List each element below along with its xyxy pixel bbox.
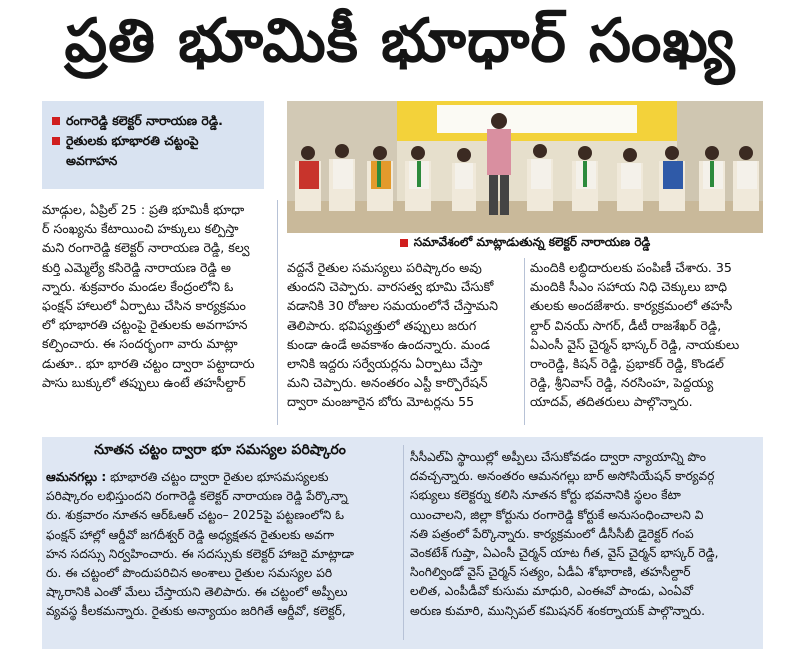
article-line: తుందని చెప్పారు. వారసత్వ భూమి చేసుకో (287, 279, 494, 295)
article-line: లో భూభారతి చట్టంపై రైతులకు అవగాహన (42, 317, 248, 333)
article2-subhead: నూతన చట్టం ద్వారా భూ సమస్యల పరిష్కారం (94, 441, 346, 458)
headline: ప్రతి భూమికీ భూధార్ సంఖ్య (64, 6, 736, 76)
summary-item-text: రైతులకు భూభారతి చట్టంపై అవగాహన (66, 133, 199, 168)
article-line: కుండా ఉండే అవకాశం ఉందన్నారు. మండ (287, 336, 490, 352)
summary-item-text: రంగారెడ్డి కలెక్టర్ నారాయణ రెడ్డి. (66, 113, 223, 128)
article-line: ఏఎంసీ వైస్ చైర్మన్ భాస్కర్ రెడ్డి, నాయకులు (530, 336, 740, 352)
article-line: హన సదస్సు నిర్వహించారు. ఈ సదస్సుకు కలెక్టర్ హాజరై మాట్లాడా (46, 546, 354, 561)
article-line: ఫంక్షన్ హాల్లో ఆర్డీవో జగదీశ్వర్ రెడ్డి అధ్యక్షతన రైతులకు అవగా (46, 527, 335, 542)
article-line: రు. ఈ చట్టంలో పొందుపరిచిన అంశాలు రైతుల సమస్యల పరి (46, 566, 333, 581)
article-line: వ్యవస్థ కీలకమన్నారు. రైతుకు అన్యాయం జరిగితే ఆర్డీవో, కలెక్టర్, (46, 604, 346, 619)
article-line: సభ్యులు కలెక్టర్ను కలిసి నూతన కోర్టు భవనానికి స్థలం కేటా (410, 488, 681, 503)
article-line: ర్ సంఖ్యను కేటాయించి హక్కులు కల్పిస్తా (42, 221, 239, 237)
article-line: రెడ్డి, శ్రీనివాస్ రెడ్డి, నరసింహ, పెద్దయ్య (530, 375, 714, 391)
meeting-photo-illustration (287, 101, 763, 233)
article-line: కల్పించారు. ఈ సందర్భంగా వారు మాట్లా (42, 336, 238, 352)
article2-column-2 (410, 448, 760, 621)
caption-text: సమావేశంలో మాట్లాడుతున్న కలెక్టర్ నారాయణ రెడ్డి (413, 234, 651, 249)
article1-column-1 (42, 200, 267, 392)
article-line: లానికి ఇద్దరు సర్వేయర్లను ఏర్పాటు చేస్తా (287, 356, 483, 372)
article-line: రాంరెడ్డి, కిషన్ రెడ్డి, ప్రభాకర్ రెడ్డి, కొండల్ (530, 356, 724, 372)
article1-column-3 (530, 258, 763, 412)
summary-item (52, 131, 254, 171)
article-line: న్నారు. శుక్రవారం మండల కేంద్రంలోని ఓ (42, 278, 234, 294)
article-line: మని చెప్పారు. అనంతరం ఎస్టీ కార్పొరేషన్ (287, 375, 488, 391)
article-line: మందికి సీఎం సహాయ నిధి చెక్కులు బాధి (530, 279, 728, 295)
article-line: మందికి లబ్ధిదారులకు పంపిణీ చేశారు. 35 (530, 260, 732, 275)
article-line: సింగిల్విండో వైస్ చైర్మన్ సత్యం, ఏడీఏ శోభారాణి, తహసీల్దార్ (410, 565, 691, 580)
article-line: మాడ్గుల, ఏప్రిల్ 25 : ప్రతి భూమికీ భూధా (42, 202, 245, 217)
bullet-icon (52, 137, 60, 145)
article1-column-2 (287, 258, 519, 412)
article-line: నతి పత్రంలో పేర్కొన్నారు. కార్యక్రమంలో డీసీసీబీ డైరెక్టర్ గంప (410, 526, 694, 541)
article-line: డుతూ.. భూ భారతి చట్టం ద్వారా పట్టాదారు (42, 355, 255, 371)
column-divider (524, 258, 525, 425)
article-line: లలిత, ఎంపీడీవో కుసుమ మాధురి, ఎంఈవో పాండు, ఎంఏవో (410, 584, 694, 599)
article-line: తులకు అందజేశారు. కార్యక్రమంలో తహసీ (530, 298, 733, 314)
column-divider (403, 445, 404, 640)
article-line-text: భూభారతి చట్టం ద్వారా రైతుల భూసమస్యలకు (106, 470, 329, 484)
article-line: రు. శుక్రవారం నూతన ఆర్ఓఆర్ చట్టం– 2025పై పట్టణంలోని ఓ (46, 508, 345, 523)
article-line: వడానికి 30 రోజుల సమయంలోనే చేస్తామని (287, 298, 498, 314)
article-line: సీసీఎల్ఏ స్థాయిల్లో అప్పీలు చేసుకోవడం ద్వారా న్యాయాన్ని పొం (410, 450, 706, 464)
article-line: కుర్తి ఎమ్మెల్యే కసిరెడ్డి నారాయణ రెడ్డి అ (42, 259, 231, 275)
article-line: దవచ్చన్నారు. అనంతరం ఆమనగల్లు బార్ అసోసియేషన్ కార్యవర్గ (410, 469, 715, 484)
article-line: మని రంగారెడ్డి కలెక్టర్ నారాయణ రెడ్డి, కల్వ (42, 240, 250, 256)
article2-column-1 (46, 468, 398, 622)
dateline: ఆమనగల్లు : (46, 470, 107, 484)
article-line: వద్దనే రైతుల సమస్యలు పరిష్కారం అవు (287, 260, 482, 275)
article-line: తెలిపారు. భవిష్యత్తులో తప్పులు జరుగ (287, 317, 477, 333)
article-line: యించాలని, జిల్లా కోర్టును రంగారెడ్డి కోర్టుకే అనుసంధించాలని వి (410, 507, 704, 522)
column-divider (277, 200, 278, 425)
article-line (46, 468, 398, 487)
news-photo (287, 101, 763, 233)
article-line: వెంకటేశ్ గుప్తా, ఏఎంసీ చైర్మన్ యాట గీత, వైస్ చైర్మన్ భాస్కర్ రెడ్డి, (410, 546, 719, 561)
article-line: ఫంక్షన్ హాలులో ఏర్పాటు చేసిన కార్యక్రమం (42, 298, 246, 314)
article-line: యాదవ్, తదితరులు పాల్గొన్నారు. (530, 394, 693, 410)
article-line: ష్కారానికి ఎంతో మేలు చేస్తాయని తెలిపారు. ఈ చట్టంలో అప్పీలు (46, 585, 348, 600)
summary-box (42, 101, 264, 189)
summary-item (52, 111, 254, 131)
article-line: అరుణ కుమారి, మున్సిపల్ కమిషనర్ శంకర్నాయక్ పాల్గొన్నారు. (410, 603, 705, 618)
bullet-icon (400, 239, 408, 247)
bullet-icon (52, 117, 60, 125)
article-line: పాసు బుక్కులో తప్పులు ఉంటే తహసీల్దార్ (42, 374, 246, 390)
article-line: పరిష్కారం లభిస్తుందని రంగారెడ్డి కలెక్టర్ నారాయణ రెడ్డి పేర్కొన్నా (46, 489, 348, 504)
article-line: ల్దార్ వినయ్ సాగర్, డీటీ రాజశేఖర్ రెడ్డి, (530, 317, 722, 333)
photo-caption (287, 233, 763, 253)
article-line: ద్వారా మంజూరైన బోరు మోటర్లను 55 (287, 394, 475, 410)
